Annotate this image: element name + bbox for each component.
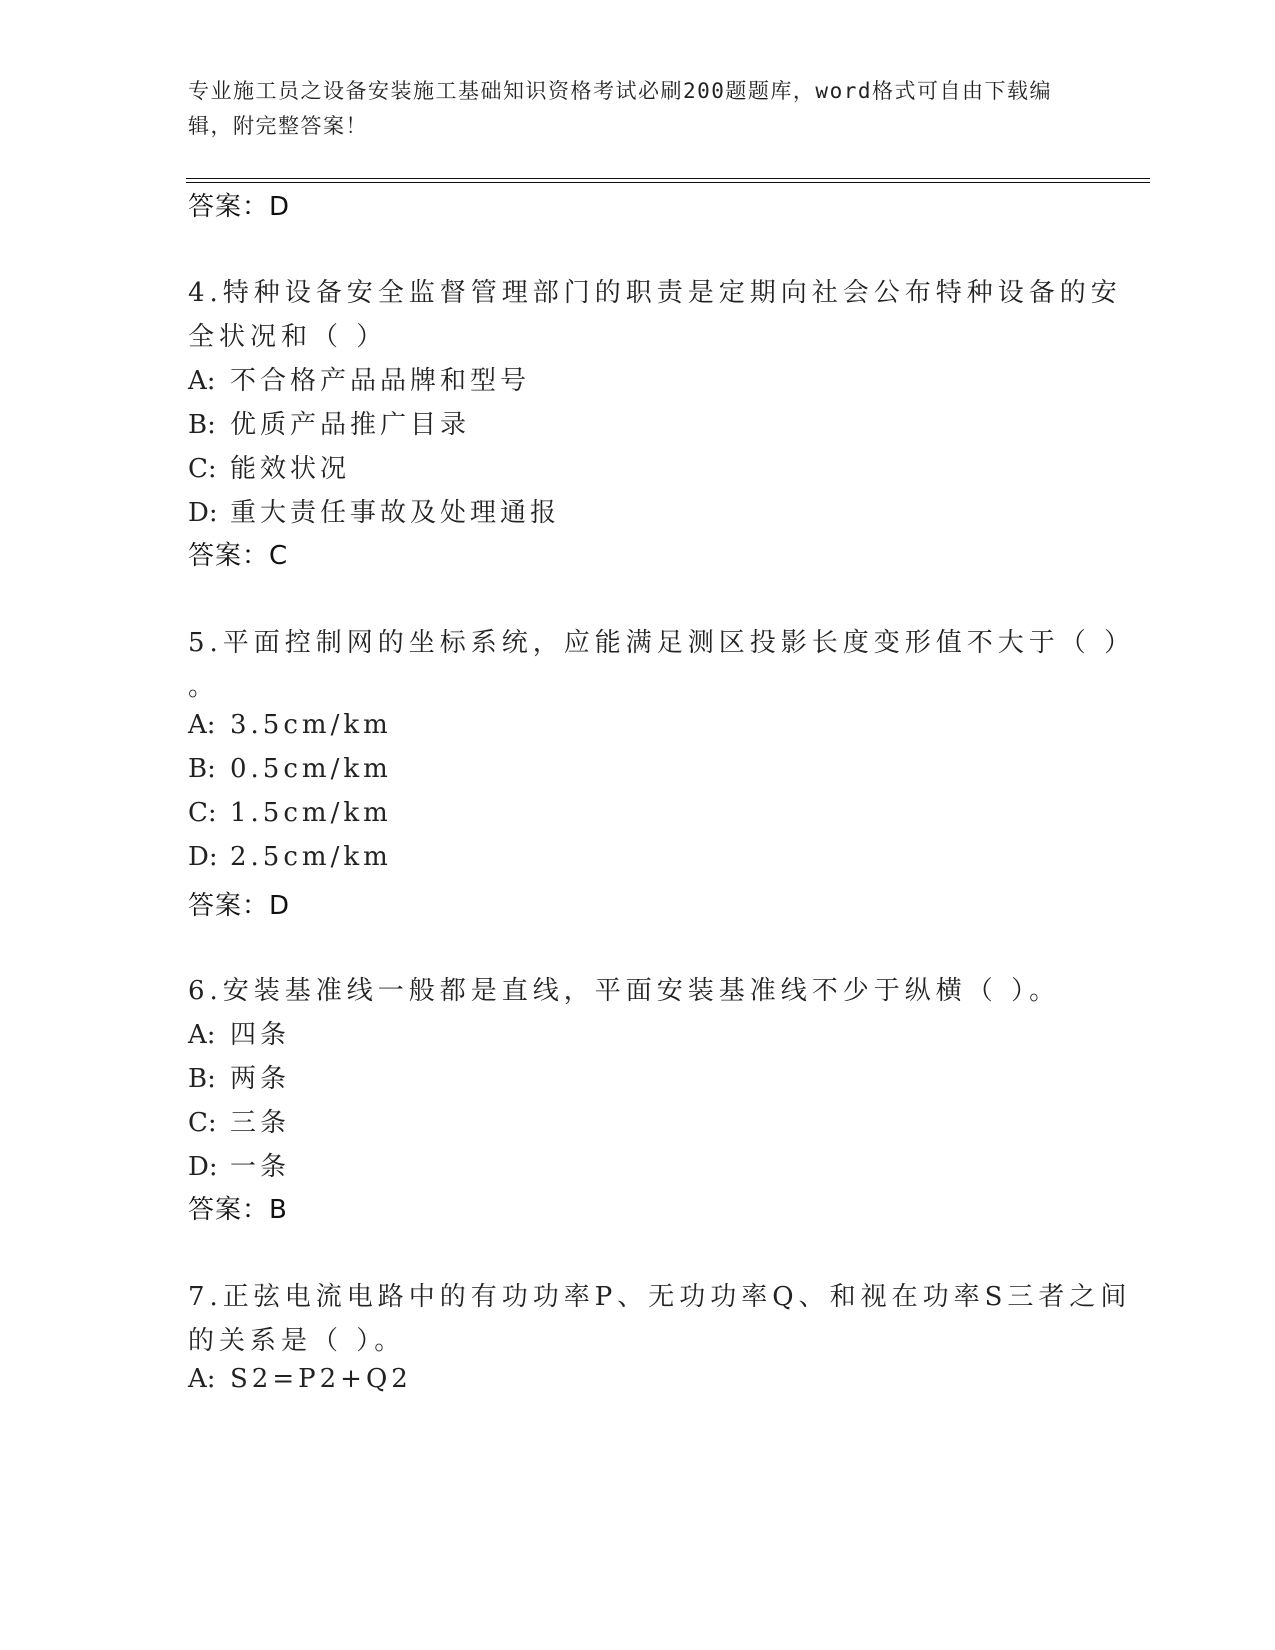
option-text: 1.5cm/km [230,798,392,828]
document-header-title: 专业施工员之设备安装施工基础知识资格考试必刷200题题库，word格式可自由下载编辑，附完整答案！ [188,79,1052,138]
question-6-option-b [188,1058,290,1095]
option-label: D: [188,498,218,528]
question-4-option-d [188,492,560,529]
option-label: A: [188,710,216,740]
option-text: 2.5cm/km [230,842,392,872]
option-text: 3.5cm/km [230,710,392,740]
question-5-option-b [188,754,392,784]
option-label: D: [188,1152,218,1182]
question-5-option-d [188,842,392,872]
question-6-option-a [188,1014,290,1051]
question-5-text-line1: 5.平面控制网的坐标系统，应能满足测区投影长度变形值不大于（ ） [188,628,1136,658]
option-label: A: [188,366,216,396]
option-text: 三条 [230,1108,291,1138]
option-text: S2=P2+Q2 [230,1364,412,1394]
option-text: 两条 [230,1064,291,1094]
question-4-text-line1: 4.特种设备安全监督管理部门的职责是定期向社会公布特种设备的安 [188,278,1122,308]
question-4-option-b [188,404,470,441]
option-label: C: [188,454,217,484]
question-4-option-a [188,360,530,397]
option-text: 能效状况 [230,454,351,484]
header-divider-bottom [186,182,1150,183]
option-label: B: [188,410,216,440]
question-7-text-line1: 7.正弦电流电路中的有功功率P、无功功率Q、和视在功率S三者之间 [188,1282,1132,1312]
question-7-text-line2: 的关系是（ ）。 [188,1326,406,1356]
option-label: C: [188,1108,217,1138]
option-text: 不合格产品品牌和型号 [230,366,531,396]
option-label: B: [188,1064,216,1094]
question-6-text-line1: 6.安装基准线一般都是直线，平面安装基准线不少于纵横（ ）。 [188,976,1061,1006]
question-6-option-c [188,1102,290,1139]
option-label: C: [188,798,217,828]
option-label: A: [188,1020,216,1050]
question-6-answer: 答案：B [188,1195,288,1225]
option-label: A: [188,1364,216,1394]
question-5-option-c [188,798,392,828]
answer-previous: 答案：D [188,192,291,222]
option-text: 四条 [230,1020,291,1050]
option-text: 重大责任事故及处理通报 [230,498,561,528]
question-5-text-line2: 。 [188,672,220,702]
option-text: 一条 [230,1152,291,1182]
question-4-option-c [188,448,350,485]
option-label: D: [188,842,218,872]
option-text: 0.5cm/km [230,754,392,784]
question-4-text-line2: 全状况和（ ） [188,322,388,352]
question-4-answer: 答案：C [188,541,289,571]
question-6-option-d [188,1146,290,1183]
question-7-option-a [188,1364,412,1394]
question-5-option-a [188,710,392,740]
option-text: 优质产品推广目录 [230,410,471,440]
header-divider-top [186,178,1150,179]
option-label: B: [188,754,216,784]
question-5-answer: 答案：D [188,891,291,921]
